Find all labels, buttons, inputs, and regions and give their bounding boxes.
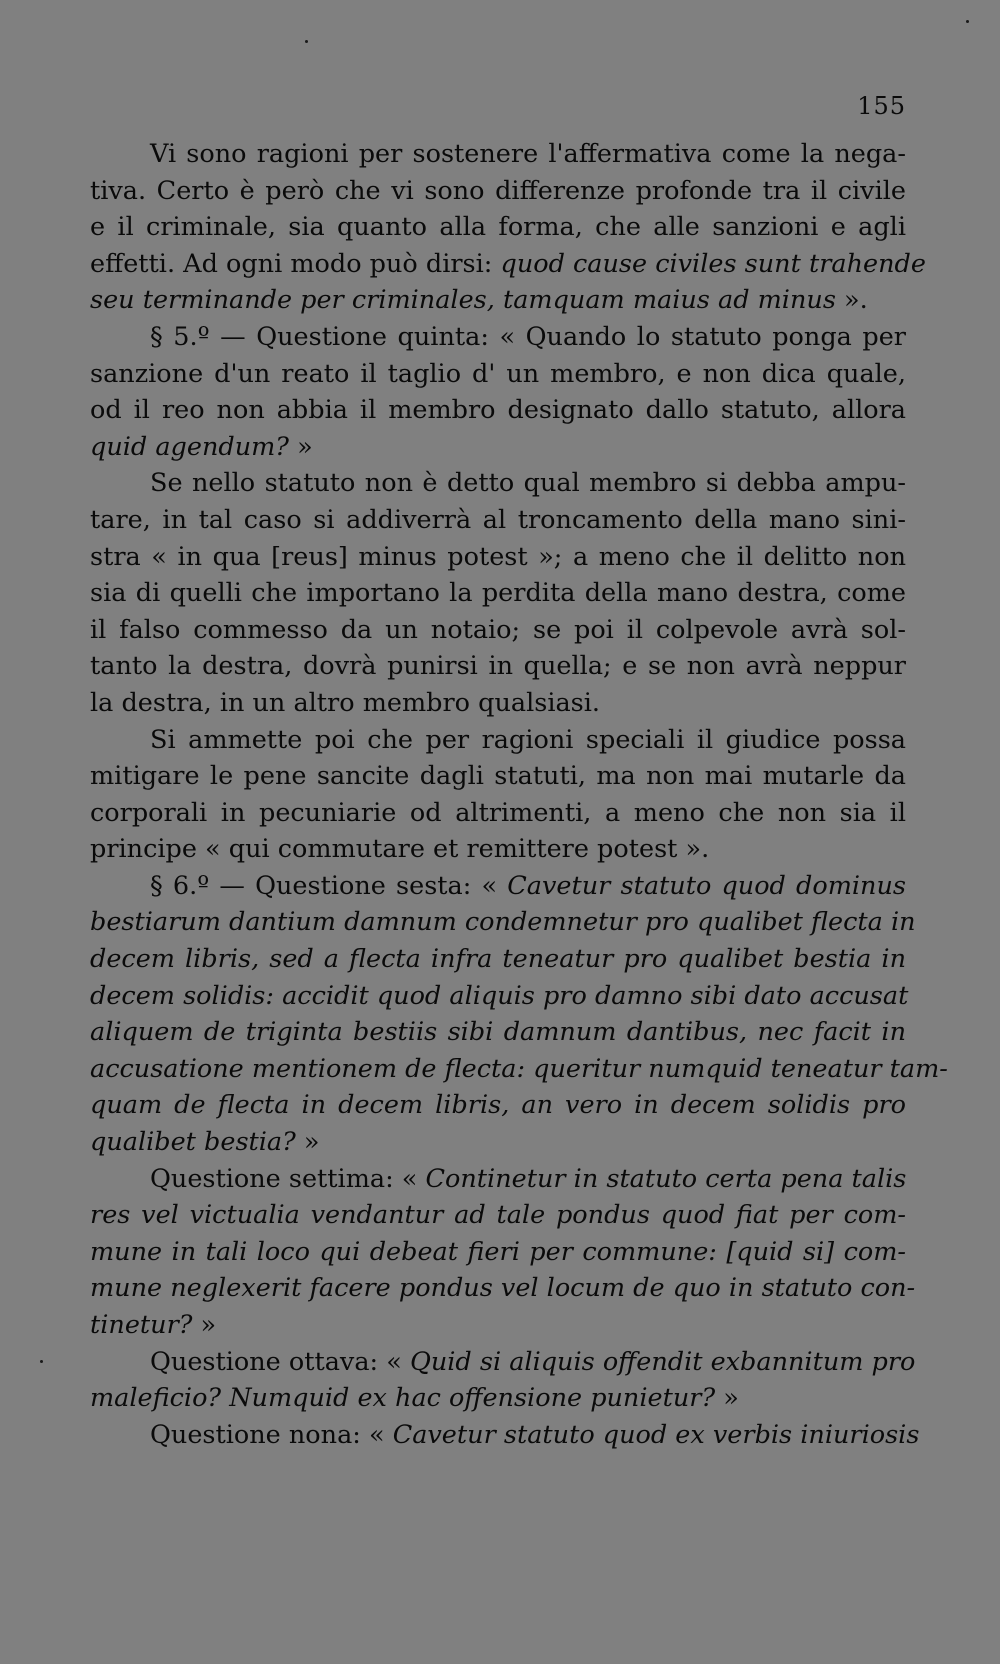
text-segment: » bbox=[192, 1310, 217, 1340]
text-line bbox=[90, 831, 906, 868]
text-line bbox=[90, 648, 906, 685]
text-segment: ». bbox=[835, 285, 868, 316]
text-line bbox=[90, 1197, 906, 1234]
italic-text-segment: Cavetur statuto quod dominus bbox=[507, 870, 906, 901]
text-segment: la destra, in un altro membro qualsiasi. bbox=[90, 687, 601, 718]
text-segment: » bbox=[295, 1127, 320, 1158]
text-segment: corporali in pecuniarie od altrimenti, a meno che non sia il bbox=[90, 797, 906, 828]
text-segment: tare, in tal caso si addiverrà al troncamento della mano sini- bbox=[90, 504, 906, 535]
text-segment: Questione ottava: « bbox=[150, 1346, 410, 1377]
text-line bbox=[90, 282, 906, 319]
text-line bbox=[90, 904, 916, 941]
text-line bbox=[90, 429, 906, 466]
text-line bbox=[90, 173, 906, 210]
text-line bbox=[90, 941, 906, 978]
text-line bbox=[90, 136, 906, 173]
text-line bbox=[90, 795, 906, 832]
text-segment: od il reo non abbia il membro designato dallo statuto, allora bbox=[90, 395, 906, 426]
text-line bbox=[90, 1307, 906, 1344]
text-segment: Se nello statuto non è detto qual membro si debba ampu- bbox=[150, 468, 906, 499]
italic-text-segment: tinetur? bbox=[90, 1310, 193, 1340]
italic-text-segment: accusatione mentionem de flecta: queritur numquid teneatur tam- bbox=[90, 1053, 948, 1084]
text-line bbox=[90, 209, 906, 246]
italic-text-segment: res vel victualia vendantur ad tale pondus quod fiat per com- bbox=[90, 1200, 906, 1231]
italic-text-segment: quid agendum? bbox=[90, 431, 289, 462]
text-segment: il falso commesso da un notaio; se poi il colpevole avrà sol- bbox=[90, 614, 906, 645]
text-segment: stra « in qua [reus] minus potest »; a meno che il delitto non bbox=[90, 541, 906, 572]
italic-text-segment: Quid si aliquis offendit exbannitum pro bbox=[409, 1346, 916, 1377]
page-body-text bbox=[90, 136, 948, 1453]
text-segment: principe « qui commutare et remittere potest ». bbox=[90, 834, 710, 865]
text-segment: sanzione d'un reato il taglio d' un membro, e non dica quale, bbox=[90, 358, 906, 389]
text-segment: mitigare le pene sancite dagli statuti, ma non mai mutarle da bbox=[90, 761, 906, 792]
text-line bbox=[90, 758, 906, 795]
text-line bbox=[90, 1380, 906, 1417]
page-number: 155 bbox=[857, 92, 906, 120]
text-line bbox=[90, 502, 906, 539]
text-segment: » bbox=[715, 1383, 739, 1414]
text-segment: sia di quelli che importano la perdita della mano destra, come bbox=[90, 578, 906, 609]
italic-text-segment: quam de flecta in decem libris, an vero in decem solidis pro bbox=[90, 1090, 906, 1121]
text-segment: » bbox=[288, 431, 313, 462]
text-line bbox=[90, 356, 906, 393]
print-speck bbox=[305, 40, 308, 43]
text-line bbox=[90, 868, 906, 905]
text-line bbox=[90, 1014, 906, 1051]
text-line bbox=[90, 685, 906, 722]
text-line bbox=[90, 1417, 920, 1454]
text-line bbox=[90, 1234, 906, 1271]
text-line bbox=[90, 1161, 906, 1198]
text-line bbox=[90, 246, 926, 283]
text-segment: § 5.º — Questione quinta: « Quando lo statuto ponga per bbox=[150, 321, 906, 352]
italic-text-segment: qualibet bestia? bbox=[90, 1127, 296, 1158]
text-line bbox=[90, 1051, 948, 1088]
text-segment: Si ammette poi che per ragioni speciali il giudice possa bbox=[150, 724, 906, 755]
text-segment: tanto la destra, dovrà punirsi in quella; e se non avrà neppur bbox=[90, 651, 906, 682]
italic-text-segment: maleficio? Numquid ex hac offensione punietur? bbox=[90, 1383, 716, 1414]
italic-text-segment: quod cause civiles sunt trahende bbox=[500, 248, 926, 279]
print-speck bbox=[966, 20, 969, 23]
text-line bbox=[90, 1087, 906, 1124]
italic-text-segment: seu terminande per criminales, tamquam maius ad minus bbox=[90, 285, 836, 316]
text-line bbox=[90, 575, 906, 612]
text-segment: effetti. Ad ogni modo può dirsi: bbox=[90, 248, 501, 279]
italic-text-segment: bestiarum dantium damnum condemnetur pro qualibet flecta in bbox=[90, 907, 916, 938]
text-line bbox=[90, 465, 906, 502]
text-segment: Vi sono ragioni per sostenere l'affermativa come la nega- bbox=[150, 139, 906, 169]
text-segment: Questione settima: « bbox=[150, 1163, 426, 1194]
text-segment: Questione nona: « bbox=[150, 1419, 393, 1450]
italic-text-segment: Continetur in statuto certa pena talis bbox=[425, 1163, 907, 1194]
text-line bbox=[90, 1344, 916, 1381]
italic-text-segment: decem libris, sed a flecta infra teneatur pro qualibet bestia in bbox=[90, 944, 906, 975]
text-line bbox=[90, 392, 906, 429]
italic-text-segment: Cavetur statuto quod ex verbis iniuriosis bbox=[392, 1419, 920, 1450]
italic-text-segment: mune in tali loco qui debeat fieri per commune: [quid si] com- bbox=[90, 1236, 906, 1267]
text-segment: § 6.º — Questione sesta: « bbox=[150, 870, 508, 901]
italic-text-segment: decem solidis: accidit quod aliquis pro damno sibi dato accusat bbox=[90, 980, 909, 1011]
text-line bbox=[90, 722, 906, 759]
text-line bbox=[90, 319, 906, 356]
text-segment: e il criminale, sia quanto alla forma, che alle sanzioni e agli bbox=[90, 212, 906, 243]
text-line bbox=[90, 1124, 906, 1161]
text-segment: tiva. Certo è però che vi sono differenze profonde tra il civile bbox=[90, 175, 906, 206]
text-line bbox=[90, 978, 909, 1015]
italic-text-segment: mune neglexerit facere pondus vel locum de quo in statuto con- bbox=[90, 1273, 916, 1304]
text-line bbox=[90, 612, 906, 649]
italic-text-segment: aliquem de triginta bestiis sibi damnum dantibus, nec facit in bbox=[90, 1017, 906, 1048]
text-line bbox=[90, 539, 906, 576]
print-speck bbox=[40, 1360, 43, 1363]
text-line bbox=[90, 1270, 916, 1307]
